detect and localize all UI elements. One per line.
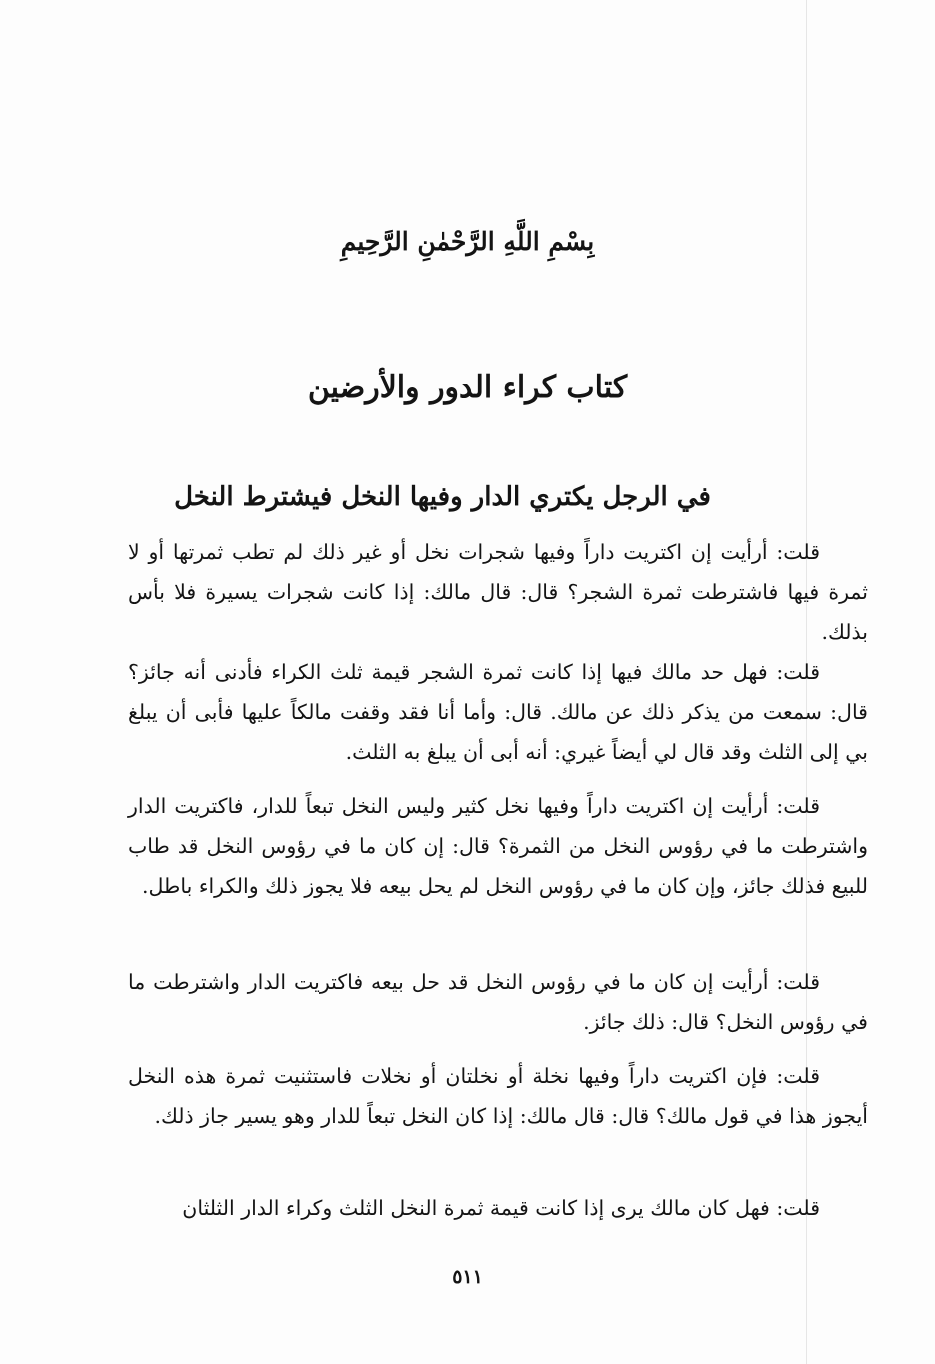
book-title: كتاب كراء الدور والأرضين <box>307 370 628 405</box>
paragraph-2: قلت: فهل حد مالك فيها إذا كانت ثمرة الشجر قيمة ثلث الكراء فأدنى أنه جائز؟ قال: سمعت من يذكر ذلك عن مالك. قال: وأما أنا فقد وقفت مالكاً عليها فأبى أن يبلغ بي إلى الثلث وقد قال لي أيضاً غيري: أنه أبى أن يبلغ به الثلث. <box>128 660 868 764</box>
page-number: ٥١١ <box>452 1266 483 1288</box>
basmala: بِسْمِ اللَّهِ الرَّحْمٰنِ الرَّحِيمِ <box>340 227 595 256</box>
paragraph-1: قلت: أرأيت إن اكتريت داراً وفيها شجرات نخل أو غير ذلك لم تطب ثمرتها أو لا ثمرة فيها فاشترطت ثمرة الشجر؟ قال: قال مالك: إذا كانت شجرات يسيرة فلا بأس بذلك. <box>128 540 868 644</box>
paragraph-4: قلت: أرأيت إن كان ما في رؤوس النخل قد حل بيعه فاكتريت الدار واشترطت ما في رؤوس النخل؟ قال: ذلك جائز. <box>128 970 868 1034</box>
paragraph-5: قلت: فإن اكتريت داراً وفيها نخلة أو نخلتان أو نخلات فاستثنيت ثمرة هذه النخل أيجوز هذا في قول مالك؟ قال: قال مالك: إذا كان النخل تبعاً للدار وهو يسير جاز ذلك. <box>128 1064 868 1128</box>
paragraph-3: قلت: أرأيت إن اكتريت داراً وفيها نخل كثير وليس النخل تبعاً للدار، فاكتريت الدار واشترطت ما في رؤوس النخل من الثمرة؟ قال: إن كان ما في رؤوس النخل قد طاب للبيع فذلك جائز، وإن كان ما في رؤوس النخل لم يحل بيعه فلا يجوز ذلك والكراء باطل. <box>128 794 868 898</box>
section-heading: في الرجل يكتري الدار وفيها النخل فيشترط النخل <box>174 482 711 512</box>
paragraph-6: قلت: فهل كان مالك يرى إذا كانت قيمة ثمرة النخل الثلث وكراء الدار الثلثان <box>182 1196 820 1220</box>
